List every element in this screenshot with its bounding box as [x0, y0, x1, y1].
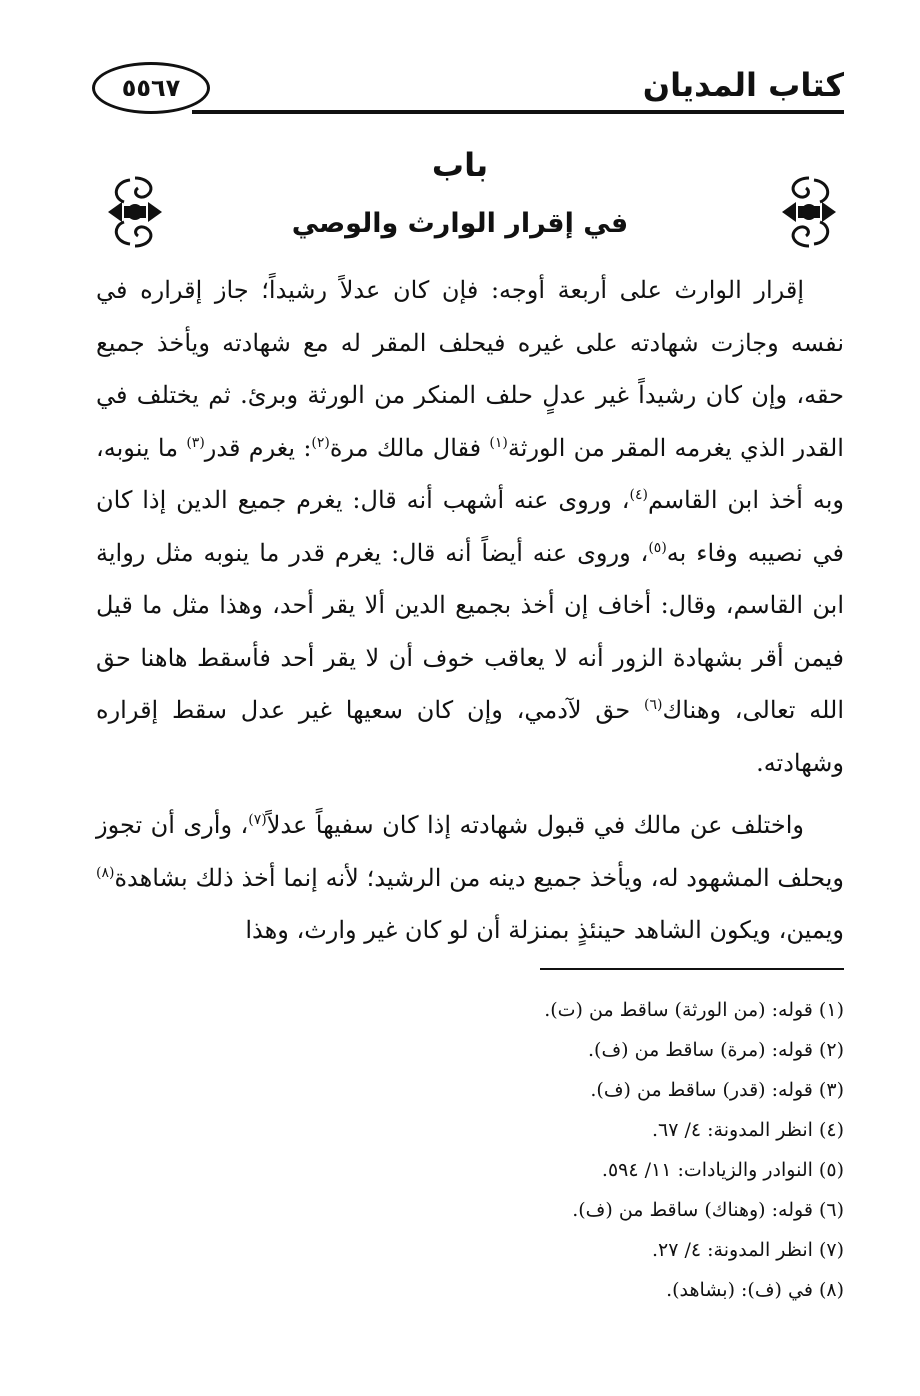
page-number-badge: ٥٥٦٧: [92, 62, 210, 114]
main-text: [96, 264, 844, 957]
footnote: (٣) قوله: (قدر) ساقط من (ف).: [590, 1079, 844, 1101]
running-header: [92, 52, 844, 128]
footnotes: [96, 990, 844, 1310]
footnote: (٢) قوله: (مرة) ساقط من (ف).: [588, 1039, 844, 1061]
footnote-separator: [540, 968, 844, 970]
footnote: (٤) انظر المدونة: ٤/ ٦٧.: [651, 1119, 844, 1141]
footnote-ref: (٨): [96, 864, 115, 881]
header-rule: [192, 110, 844, 114]
footnote-ref: (٥): [648, 539, 667, 556]
paragraph: واختلف عن مالك في قبول شهادته إذا كان سفيهاً عدلاً$^{(٧)}$، وأرى أن تجوز ويحلف المشهود له، ويأخذ جميع دينه من الرشيد؛ لأنه إنما أخذ ذلك بشاهدة$^{(٨)}$ ويمين، ويكون الشاهد حينئذٍ بمنزلة أن لو كان غير وارث، وهذا: [96, 811, 844, 944]
footnote-ref: (٣): [186, 434, 205, 451]
footnote-ref: (١): [489, 434, 508, 451]
footnote: (٧) انظر المدونة: ٤/ ٢٧.: [651, 1239, 844, 1261]
footnote-ref: (٢): [311, 434, 330, 451]
footnote: (٥) النوادر والزيادات: ١١/ ٥٩٤.: [601, 1159, 844, 1181]
chapter-title: في إقرار الوارث والوصي: [291, 208, 629, 239]
footnote: (٦) قوله: (وهناك) ساقط من (ف).: [572, 1199, 844, 1221]
footnote: (١) قوله: (من الورثة) ساقط من (ت).: [544, 999, 844, 1021]
footnote-ref: (٦): [643, 697, 663, 713]
footnote-ref: (٤): [629, 487, 648, 503]
footnote-ref: (٧): [248, 812, 267, 828]
paragraph: إقرار الوارث على أربعة أوجه: فإن كان عدلاً رشيداً؛ جاز إقراره في نفسه وجازت شهادته على غيره فيحلف المقر له مع شهادته ويأخذ جميع حقه، وإن كان رشيداً غير عدلٍ حلف المنكر من الورثة وبرئ. ثم يختلف في القدر الذي يغرمه المقر من الورثة$^{(١)}$ فقال مالك مرة$^{(٢)}$: يغرم قدر$^{(٣)}$ ما ينوبه، وبه أخذ ابن القاسم$^{(٤)}$، وروى عنه أشهب أنه قال: يغرم جميع الدين إذا كان في نصيبه وفاء به$^{(٥)}$، وروى عنه أيضاً أنه قال: يغرم قدر ما ينوبه مثل رواية ابن القاسم، وقال: أخاف إن أخذ بجميع الدين ألا يقر أحد، وهذا مثل ما قيل فيمن أقر بشهادة الزور أنه لا يعاقب خوف أن لا يقر أحد فأسقط هاهنا حق الله تعالى، وهناك$^{(٦)}$ حق لآدمي، وإن كان سعيها غير عدل سقط إقراره وشهادته.: [96, 276, 845, 777]
footnote: (٨) في (ف): (بشاهد).: [666, 1279, 844, 1301]
chapter-label: باب: [431, 146, 489, 184]
book-title: كتاب المديان: [642, 66, 844, 104]
